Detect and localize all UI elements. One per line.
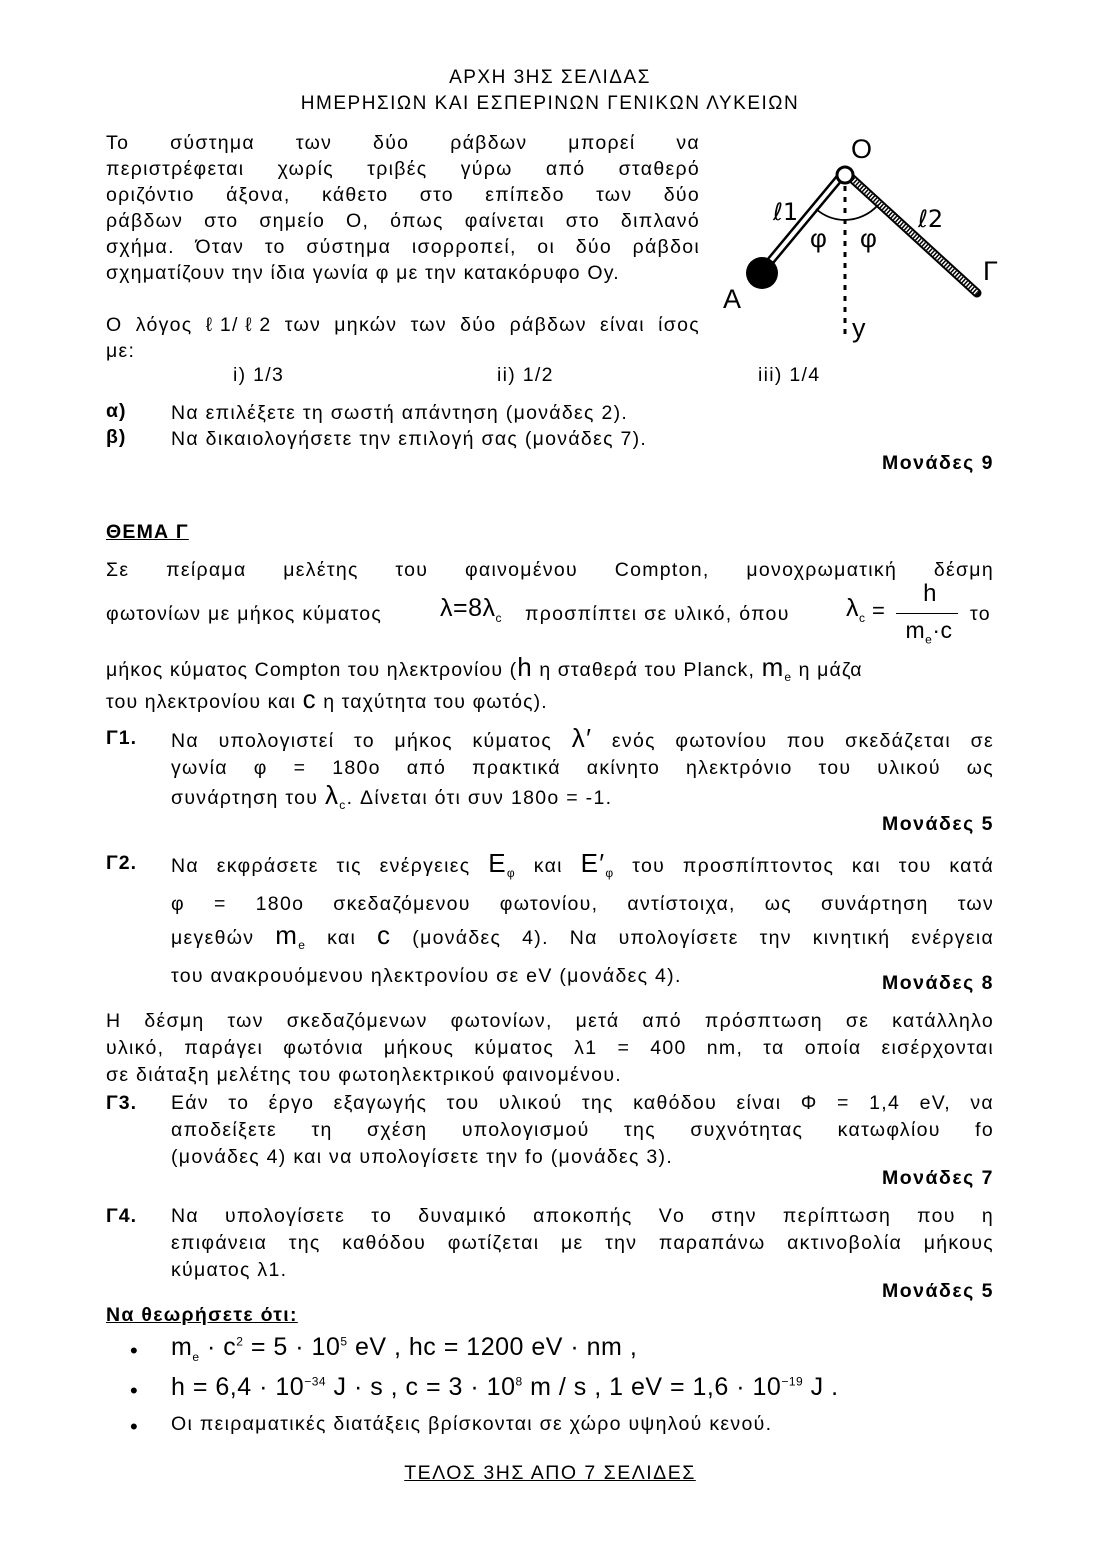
label-l2: ℓ2 [918, 205, 944, 233]
problem-line: Το σύστημα των δύο ράβδων μπορεί να [106, 132, 700, 154]
mid-line: Η δέσμη των σκεδαζόμενων φωτονίων, μετά από πρόσπτωση σε κατάλληλο [106, 1010, 994, 1032]
section-title: ΘΕΜΑ Γ [106, 521, 189, 543]
given-text: · c [199, 1333, 237, 1361]
label-l1: ℓ1 [773, 198, 799, 226]
g2-text-b: του προσπίπτοντος και του κατά [632, 855, 995, 877]
intro-text: μήκος κύματος Compton του ηλεκτρονίου ( [106, 659, 518, 681]
lambda-c-sub: c [339, 797, 347, 812]
intro-text: η μάζα [792, 659, 863, 681]
marks-9: Μονάδες 9 [882, 452, 994, 474]
g3-label: Γ3. [106, 1092, 137, 1114]
g2-line [171, 848, 994, 889]
mass-A [746, 257, 778, 289]
intro-text: Σε πείραμα μελέτης του φαινομένου Compton, μονοχρωματική δέσμη [106, 559, 994, 581]
bullet-dot: • [130, 1378, 138, 1403]
given-sup: 2 [236, 1334, 244, 1349]
symbol-h: h [517, 652, 533, 682]
problem-line: σχήμα. Όταν το σύστημα ισορροπεί, οι δύο ράβδοι [106, 236, 700, 258]
angle-arc-left [816, 209, 845, 220]
given-text: m / s , 1 eV = 1,6 · 10 [522, 1373, 782, 1401]
given-sup: 8 [515, 1374, 523, 1389]
symbol-E-prime: E′ [580, 848, 606, 878]
frac-e: e [925, 632, 933, 647]
problem-line: περιστρέφεται χωρίς τριβές γύρω από σταθερό [106, 158, 700, 180]
bullet-dot: • [130, 1338, 138, 1363]
intro-text: του ηλεκτρονίου και [106, 691, 303, 713]
option-iii: iii) 1/4 [758, 364, 821, 386]
lambda-c: λ [324, 780, 340, 810]
g2-line: του ανακρουόμενου ηλεκτρονίου σε eV (μονάδες 4). [171, 964, 682, 987]
label-O: Ο [851, 134, 873, 164]
given-sub: e [192, 1350, 200, 1364]
intro-line1 [106, 557, 994, 583]
pivot-point [837, 167, 853, 183]
problem-line: σχηματίζουν την ίδια γωνία φ με την κατακόρυφο Οy. [106, 262, 620, 284]
lambda-c-text: λ [846, 594, 859, 622]
marks-g2: Μονάδες 8 [882, 972, 994, 994]
g2-line: φ = 180ο σκεδαζόμενου φωτονίου, αντίστοιχα, ως συνάρτηση των [171, 892, 994, 915]
g2-label: Γ2. [106, 852, 137, 874]
lambda-formula-sub: c [495, 611, 503, 625]
g4-line: Να υπολογίσετε το δυναμικό αποκοπής Vο στην περίπτωση που η [171, 1205, 994, 1227]
g4-line: επιφάνεια της καθόδου φωτίζεται με την παραπάνω ακτινοβολία μήκους [171, 1232, 994, 1254]
equals-sign: = [872, 598, 886, 623]
fraction-bar [896, 613, 958, 614]
marks-g3: Μονάδες 7 [882, 1167, 994, 1189]
lambda-prime: λ′ [571, 723, 593, 753]
label-phi-left: φ [810, 223, 827, 253]
g1-line [171, 725, 994, 755]
problem-line: ράβδων στο σημείο Ο, όπως φαίνεται στο διπλανό [106, 210, 700, 232]
g1-text-c: συνάρτηση του [171, 787, 319, 809]
g2-text-e: (μονάδες 4). Να υπολογίσετε την κινητική ενέργεια [412, 926, 995, 949]
g3-line: Εάν το έργο εξαγωγής του υλικού της καθόδου είναι Φ = 1,4 eV, να [171, 1092, 994, 1114]
problem-line: οριζόντιο άξονα, κάθετο στο επίπεδο των δύο [106, 184, 700, 206]
g3-line: αποδείξετε τη σχέση υπολογισμού της συχνότητας κατωφλίου fο [171, 1119, 994, 1141]
lambda-c-sub: c [859, 611, 866, 625]
g1-line [171, 782, 994, 819]
problem-text [106, 130, 700, 286]
frac-m: m [905, 617, 926, 643]
page-footer [0, 1462, 1100, 1485]
symbol-c: c [302, 684, 317, 714]
given-text: m [171, 1333, 193, 1361]
given-text: J . [803, 1373, 839, 1401]
given-text: = 5 · 10 [243, 1333, 341, 1361]
option-ii: ii) 1/2 [497, 364, 554, 386]
g2-and: και [533, 855, 563, 877]
g1-text-a: Να υπολογιστεί το μήκος κύματος [171, 730, 553, 752]
g1-text-b: ενός φωτονίου που σκεδάζεται σε [611, 730, 995, 752]
page-footer-text: ΤΕΛΟΣ 3ΗΣ ΑΠΟ 7 ΣΕΛΙΔΕΣ [404, 1462, 696, 1484]
marks-g4: Μονάδες 5 [882, 1280, 994, 1302]
g3-text [171, 1090, 994, 1171]
sub-a-text: Να επιλέξετε τη σωστή απάντηση (μονάδες 2). [171, 402, 629, 424]
given-line3: Οι πειραματικές διατάξεις βρίσκονται σε χώρο υψηλού κενού. [171, 1413, 773, 1435]
given-text: J · s , c = 3 · 10 [326, 1373, 516, 1401]
frac-c: ·c [932, 617, 953, 643]
fraction-numerator: h [923, 580, 937, 607]
given-sup: −34 [304, 1374, 327, 1389]
symbol-m-sub: e [298, 937, 307, 952]
label-y: y [852, 313, 866, 343]
lambda-formula [440, 594, 502, 625]
label-A: Α [723, 284, 742, 314]
symbol-c: c [377, 919, 392, 950]
symbol-m: m [275, 919, 299, 950]
g4-text [171, 1203, 994, 1284]
symbol-E-sub: φ [506, 865, 516, 880]
intro-text: η ταχύτητα του φωτός). [316, 691, 548, 713]
angle-arc-right [845, 205, 878, 220]
g1-label: Γ1. [106, 727, 137, 749]
g1-text-d: . Δίνεται ότι συν 180ο = -1. [346, 787, 613, 809]
intro-line2b: προσπίπτει σε υλικό, όπου [525, 603, 790, 625]
g1-text [171, 725, 994, 819]
intro-text: η σταθερά του Planck, [532, 659, 762, 681]
intro-line2c: το [970, 603, 991, 625]
lambda-c-symbol [846, 594, 866, 625]
sub-a-label: α) [106, 400, 127, 422]
given-line1 [171, 1333, 637, 1364]
label-phi-right: φ [860, 223, 877, 253]
fraction-denominator [896, 617, 962, 647]
g2-text [171, 848, 994, 992]
page-header-line1: ΑΡΧΗ 3ΗΣ ΣΕΛΙΔΑΣ [449, 67, 651, 88]
mid-paragraph [106, 1008, 994, 1089]
g4-label: Γ4. [106, 1205, 137, 1227]
given-text: eV , hc = 1200 eV · nm , [347, 1333, 638, 1361]
mid-line: σε διάταξη μελέτης του φωτοηλεκτρικού φαινομένου. [106, 1064, 623, 1086]
symbol-m: m [761, 652, 785, 682]
g2-text-c: μεγεθών [171, 926, 255, 949]
ratio-line: Ο λόγος ℓ1/ℓ2 των μηκών των δύο ράβδων είναι ίσος [106, 314, 700, 336]
given-line2 [171, 1373, 839, 1402]
intro-line2a: φωτονίων με μήκος κύματος [106, 603, 383, 625]
mid-line: υλικό, παράγει φωτόνια μήκους κύματος λ1 = 400 nm, τα οποία εισέρχονται [106, 1037, 994, 1059]
marks-g1: Μονάδες 5 [882, 813, 994, 835]
g2-line [171, 920, 994, 961]
rods-diagram [715, 125, 1015, 355]
g1-line: γωνία φ = 180ο από πρακτικά ακίνητο ηλεκτρόνιο του υλικού ως [171, 757, 994, 779]
sub-b-label: β) [106, 426, 127, 448]
page-header-line2: ΗΜΕΡΗΣΙΩΝ ΚΑΙ ΕΣΠΕΡΙΝΩΝ ΓΕΝΙΚΩΝ ΛΥΚΕΙΩΝ [300, 93, 800, 114]
g2-text-a: Να εκφράσετε τις ενέργειες [171, 855, 471, 877]
sub-b-text: Να δικαιολογήσετε την επιλογή σας (μονάδες 7). [171, 428, 648, 450]
option-i: i) 1/3 [233, 364, 285, 386]
intro-line4 [106, 686, 548, 715]
symbol-E: E [488, 848, 507, 878]
given-sup: −19 [781, 1374, 804, 1389]
g4-line: κύματος λ1. [171, 1259, 288, 1281]
lambda-formula-text: λ=8λ [440, 594, 496, 622]
label-G: Γ [983, 256, 998, 286]
g2-text-d: και [327, 926, 357, 949]
ratio-line: με: [106, 340, 136, 362]
given-sup: 5 [340, 1334, 348, 1349]
g3-line: (μονάδες 4) και να υπολογίσετε την fο (μονάδες 3). [171, 1146, 674, 1168]
bullet-dot: • [130, 1414, 138, 1439]
intro-line3 [106, 654, 994, 690]
consider-title: Να θεωρήσετε ότι: [106, 1304, 298, 1326]
given-text: h = 6,4 · 10 [171, 1373, 305, 1401]
symbol-E-prime-sub: φ [605, 865, 615, 880]
symbol-m-sub: e [784, 669, 793, 684]
ratio-question [106, 312, 700, 364]
